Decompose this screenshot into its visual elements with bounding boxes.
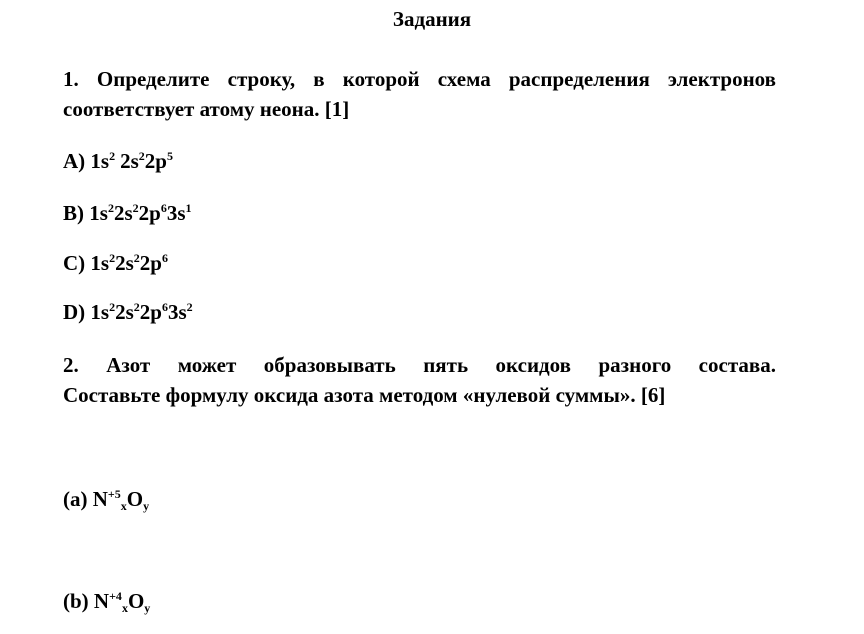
electron-configuration: $1s^22s^22p^63s^2$	[90, 300, 193, 324]
electron-configuration: $1s^2$ $2s^22p^5$	[90, 149, 173, 173]
question-1-line-1: 1. Определите строку, в которой схема распределения электронов	[63, 67, 776, 91]
oxide-formula: $N^{+5}_xO_y$	[92, 487, 150, 514]
electron-configuration: $1s^22s^22p^6$	[90, 251, 168, 275]
item-label: (b)	[63, 589, 89, 613]
option-label: D)	[63, 300, 86, 324]
question-2-line-1: 2. Азот может образовывать пять оксидов разного состава.	[63, 353, 776, 377]
electron-configuration: $1s^22s^22p^63s^1$	[89, 201, 192, 225]
item-label: (a)	[63, 487, 88, 511]
question-2-text	[63, 350, 776, 410]
oxide-formula: $N^{+4}_xO_y$	[93, 589, 151, 616]
item-b	[63, 588, 150, 614]
option-d	[63, 299, 193, 325]
question-1-line-2: соответствует атому неона. [1]	[63, 97, 350, 121]
question-2-line-2: Составьте формулу оксида азота методом «нулевой суммы». [6]	[63, 383, 666, 407]
option-label: B)	[63, 201, 84, 225]
option-a	[63, 148, 173, 174]
item-a	[63, 486, 149, 512]
option-b	[63, 200, 192, 226]
question-1-text	[63, 64, 776, 124]
option-c	[63, 250, 168, 276]
option-label: C)	[63, 251, 86, 275]
page-title: Задания	[392, 7, 472, 31]
option-label: A)	[63, 149, 86, 173]
